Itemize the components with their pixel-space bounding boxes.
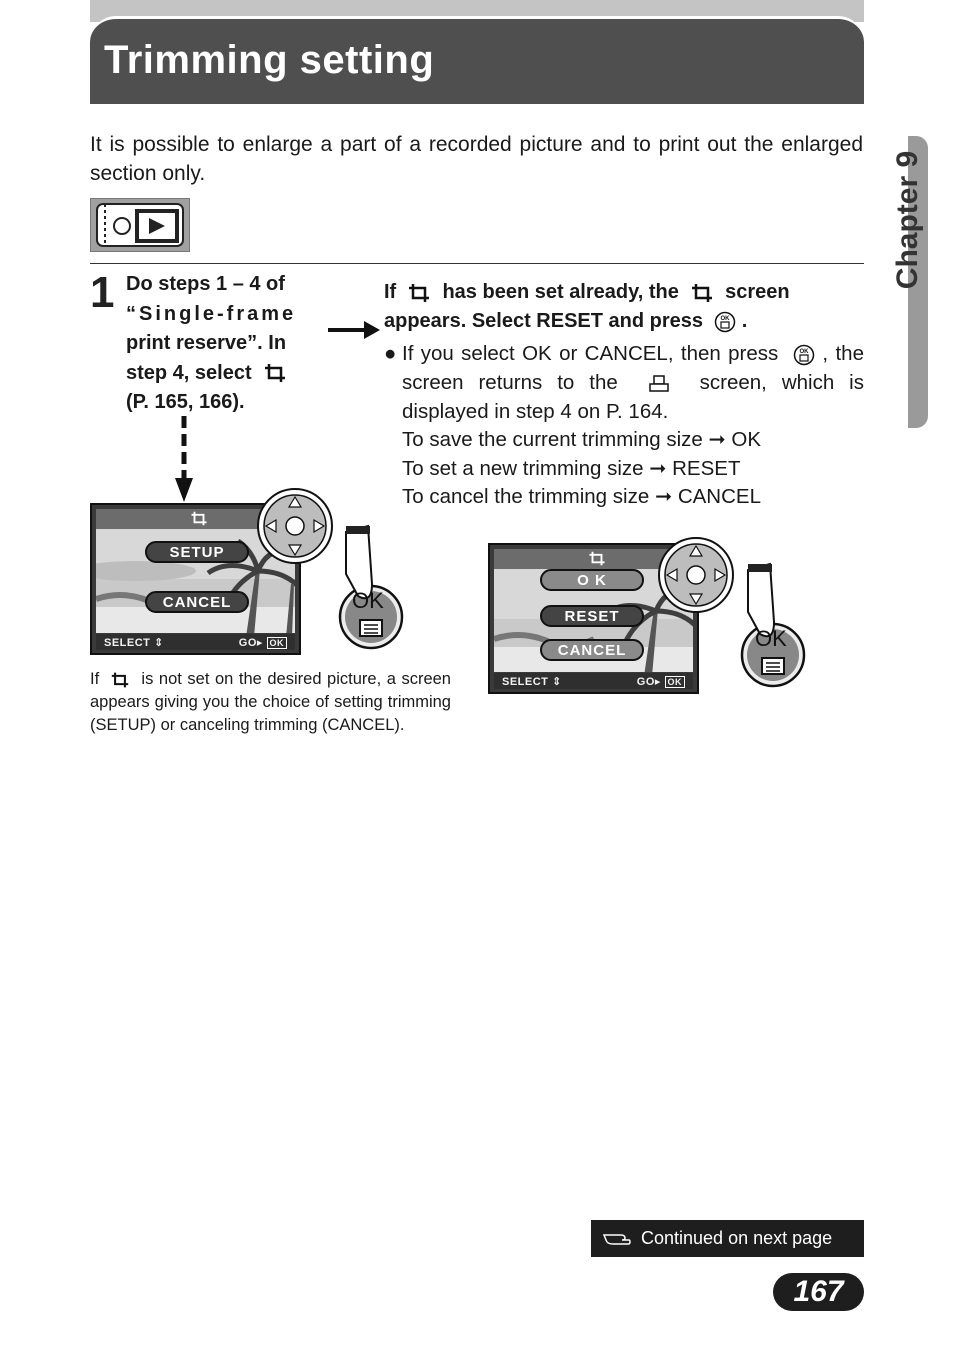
footer-go: GO▸ OK — [239, 636, 287, 649]
bullet-item: ● If you select OK or CANCEL, then press OK , the screen returns to the screen, which is displayed in step 4 on P. 164. — [384, 342, 864, 423]
right-instructions — [384, 278, 864, 512]
menu-option-cancel[interactable]: CANCEL — [145, 591, 249, 613]
step-1-instructions — [126, 270, 318, 418]
menu-option-reset[interactable]: RESET — [540, 605, 644, 627]
step-line: (P. 165, 166). — [126, 391, 245, 413]
svg-text:OK: OK — [720, 315, 730, 322]
trim-icon — [190, 510, 208, 527]
ok-label: OK — [352, 588, 384, 613]
footer-go: GO▸ OK — [637, 675, 685, 688]
arrow-pad-icon — [657, 536, 735, 614]
arrow-right-icon — [328, 318, 380, 342]
note-paragraph: If is not set on the desired picture, a screen appears giving you the choice of setting trimming (SETUP) or canceling trimming (CANCEL). — [90, 670, 451, 734]
continued-banner: Continued on next page — [591, 1220, 864, 1257]
arrow-icon: ➞ — [649, 456, 667, 480]
footer-select: SELECT ⇕ — [502, 675, 562, 688]
option-line: To set a new trimming size ➞ RESET — [402, 456, 741, 480]
arrow-pad-icon — [256, 487, 334, 565]
section-divider — [90, 263, 864, 264]
playback-mode-icon — [90, 198, 190, 252]
trim-icon — [110, 671, 130, 689]
trim-icon — [263, 362, 287, 384]
pointing-hand-icon — [603, 1231, 631, 1247]
arrow-icon: ➞ — [654, 485, 673, 508]
menu-option-ok[interactable]: O K — [540, 569, 644, 591]
step-line: step 4, select — [126, 359, 318, 389]
screen-footer — [494, 673, 693, 689]
option-line: To save the current trimming size ➞ OK — [402, 428, 761, 451]
dashed-arrow-down-icon — [172, 416, 196, 504]
step-line: print reserve”. In — [126, 332, 287, 354]
step-line: “Single-frame — [126, 302, 297, 325]
ok-label: OK — [755, 626, 787, 651]
print-icon — [648, 374, 670, 394]
footer-select: SELECT ⇕ — [104, 636, 164, 649]
step-number: 1 — [90, 268, 115, 317]
ok-button-icon — [793, 344, 815, 366]
menu-option-cancel[interactable]: CANCEL — [540, 639, 644, 661]
page-title: Trimming setting — [104, 38, 435, 82]
trim-icon — [690, 282, 714, 304]
svg-text:OK: OK — [799, 348, 809, 355]
chapter-label: Chapter 9 — [891, 150, 924, 290]
ok-button-press-icon — [740, 562, 806, 688]
intro-paragraph: It is possible to enlarge a part of a recorded picture and to print out the enlarged section only. — [90, 133, 863, 185]
trim-icon — [588, 550, 606, 567]
page-number: 167 — [773, 1273, 864, 1311]
step-line: Do steps 1 – 4 of — [126, 273, 285, 295]
ok-button-press-icon — [338, 524, 404, 650]
arrow-icon: ➞ — [708, 428, 726, 451]
menu-option-setup[interactable]: SETUP — [145, 541, 249, 563]
option-line: To cancel the trimming size ➞ CANCEL — [402, 485, 761, 508]
ok-button-icon — [714, 311, 736, 333]
screen-footer — [96, 634, 295, 650]
right-heading: If has been set already, the screen appears. Select RESET and press OK . — [384, 281, 790, 332]
trim-icon — [407, 282, 431, 304]
